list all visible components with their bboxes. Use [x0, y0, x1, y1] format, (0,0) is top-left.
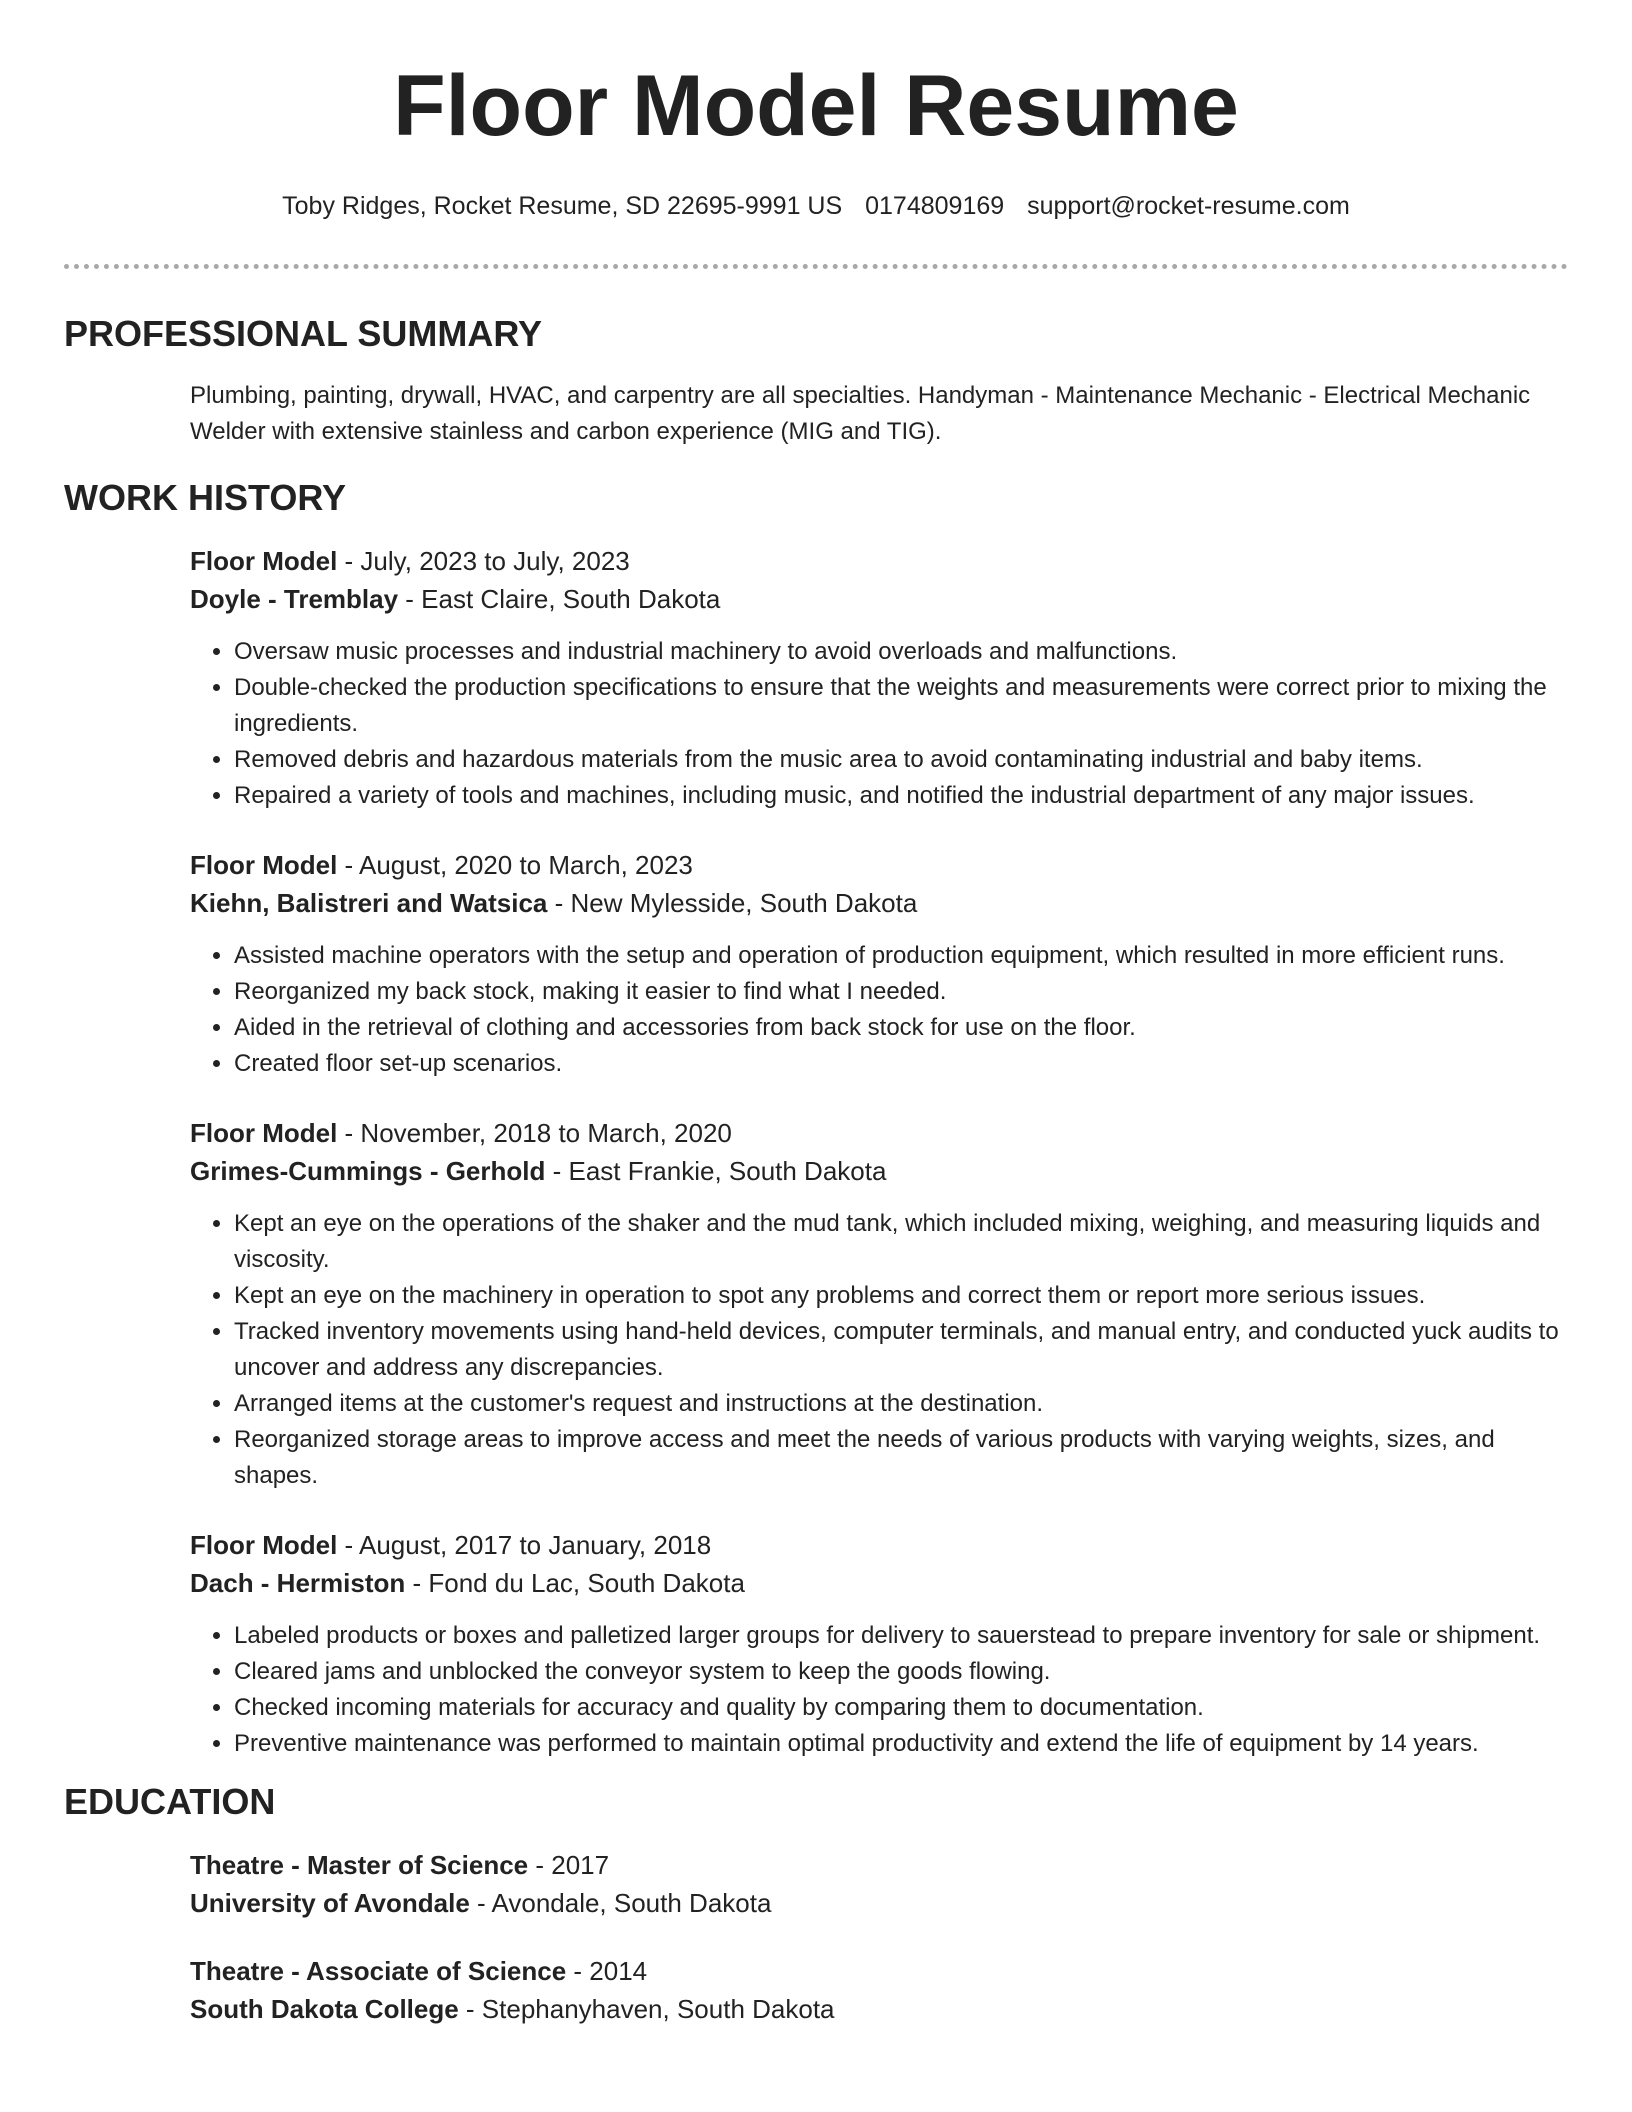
job-title-line — [190, 846, 1568, 884]
job-dates: - August, 2017 to January, 2018 — [337, 1530, 712, 1560]
contact-address: Toby Ridges, Rocket Resume, SD 22695-9991 US — [282, 192, 843, 220]
contact-phone: 0174809169 — [865, 192, 1005, 220]
job-title: Floor Model — [190, 1530, 338, 1560]
degree-year: - 2014 — [566, 1956, 648, 1986]
job-title: Floor Model — [190, 850, 338, 880]
job-location: - New Mylesside, South Dakota — [547, 888, 918, 918]
degree-year: - 2017 — [528, 1850, 610, 1880]
degree-name: Theatre - Associate of Science — [190, 1956, 567, 1986]
school-location: - Avondale, South Dakota — [469, 1888, 772, 1918]
list-item: • Checked incoming materials for accuracy and quality by comparing them to documentation. — [234, 1690, 1568, 1726]
job-company: Grimes-Cummings - Gerhold — [190, 1156, 546, 1186]
list-item: • Arranged items at the customer's request and instructions at the destination. — [234, 1386, 1568, 1422]
job-title-line — [190, 1526, 1568, 1564]
job-company: Doyle - Tremblay — [190, 584, 399, 614]
work-history-section — [64, 542, 1568, 1762]
education-entry — [190, 1952, 1568, 2028]
school-name: South Dakota College — [190, 1994, 459, 2024]
degree-line — [190, 1846, 1568, 1884]
job-company-line — [190, 580, 1568, 618]
list-item: • Repaired a variety of tools and machines, including music, and notified the industrial department of any major issues. — [234, 778, 1568, 814]
list-item: • Kept an eye on the operations of the shaker and the mud tank, which included mixing, weighing, and measuring liquids and viscosity. — [234, 1206, 1568, 1278]
job-location: - Fond du Lac, South Dakota — [405, 1568, 745, 1598]
degree-line — [190, 1952, 1568, 1990]
job-company: Kiehn, Balistreri and Watsica — [190, 888, 548, 918]
summary-heading: PROFESSIONAL SUMMARY — [64, 313, 543, 354]
job-bullets — [190, 1618, 1568, 1762]
header-divider — [64, 264, 1568, 269]
list-item: • Removed debris and hazardous materials from the music area to avoid contaminating industrial and baby items. — [234, 742, 1568, 778]
list-item: • Kept an eye on the machinery in operation to spot any problems and correct them or report more serious issues. — [234, 1278, 1568, 1314]
list-item: • Created floor set-up scenarios. — [234, 1046, 1568, 1082]
contact-line — [64, 190, 1568, 222]
job-location: - East Frankie, South Dakota — [545, 1156, 887, 1186]
job-bullets — [190, 634, 1568, 814]
job-company: Dach - Hermiston — [190, 1568, 406, 1598]
job-dates: - November, 2018 to March, 2020 — [337, 1118, 732, 1148]
list-item: • Assisted machine operators with the setup and operation of production equipment, which resulted in more efficient runs. — [234, 938, 1568, 974]
job-company-line — [190, 884, 1568, 922]
job-title-line — [190, 542, 1568, 580]
school-location: - Stephanyhaven, South Dakota — [458, 1994, 835, 2024]
job-company-line — [190, 1564, 1568, 1602]
list-item: • Tracked inventory movements using hand-held devices, computer terminals, and manual entry, and conducted yuck audits to uncover and address any discrepancies. — [234, 1314, 1568, 1386]
contact-email: support@rocket-resume.com — [1027, 192, 1350, 220]
list-item: • Cleared jams and unblocked the conveyor system to keep the goods flowing. — [234, 1654, 1568, 1690]
job-title: Floor Model — [190, 1118, 338, 1148]
job-bullets — [190, 1206, 1568, 1494]
list-item: • Reorganized my back stock, making it easier to find what I needed. — [234, 974, 1568, 1010]
job-entry — [190, 1526, 1568, 1762]
job-entry — [190, 542, 1568, 814]
resume-title: Floor Model Resume — [393, 58, 1239, 154]
list-item: • Double-checked the production specifications to ensure that the weights and measurements were correct prior to mixing the ingredients. — [234, 670, 1568, 742]
list-item: • Preventive maintenance was performed to maintain optimal productivity and extend the life of equipment by 14 years. — [234, 1726, 1568, 1762]
job-location: - East Claire, South Dakota — [398, 584, 721, 614]
job-title: Floor Model — [190, 546, 338, 576]
job-entry — [190, 846, 1568, 1082]
job-entry — [190, 1114, 1568, 1494]
job-dates: - August, 2020 to March, 2023 — [337, 850, 693, 880]
education-heading: EDUCATION — [64, 1781, 276, 1822]
job-title-line — [190, 1114, 1568, 1152]
school-line — [190, 1990, 1568, 2028]
job-dates: - July, 2023 to July, 2023 — [337, 546, 630, 576]
job-company-line — [190, 1152, 1568, 1190]
education-section — [64, 1846, 1568, 2028]
work-history-heading: WORK HISTORY — [64, 477, 347, 518]
education-entry — [190, 1846, 1568, 1922]
school-line — [190, 1884, 1568, 1922]
job-bullets — [190, 938, 1568, 1082]
degree-name: Theatre - Master of Science — [190, 1850, 529, 1880]
summary-text: Plumbing, painting, drywall, HVAC, and carpentry are all specialties. Handyman - Maintenance Mechanic - Electrical Mechanic Welder with extensive stainless and carbon experience (MIG and TIG). — [190, 382, 1531, 445]
list-item: • Oversaw music processes and industrial machinery to avoid overloads and malfunctions. — [234, 634, 1568, 670]
summary-section — [64, 378, 1568, 450]
list-item: • Labeled products or boxes and palletized larger groups for delivery to sauerstead to prepare inventory for sale or shipment. — [234, 1618, 1568, 1654]
list-item: • Aided in the retrieval of clothing and accessories from back stock for use on the floor. — [234, 1010, 1568, 1046]
list-item: • Reorganized storage areas to improve access and meet the needs of various products with varying weights, sizes, and shapes. — [234, 1422, 1568, 1494]
school-name: University of Avondale — [190, 1888, 470, 1918]
